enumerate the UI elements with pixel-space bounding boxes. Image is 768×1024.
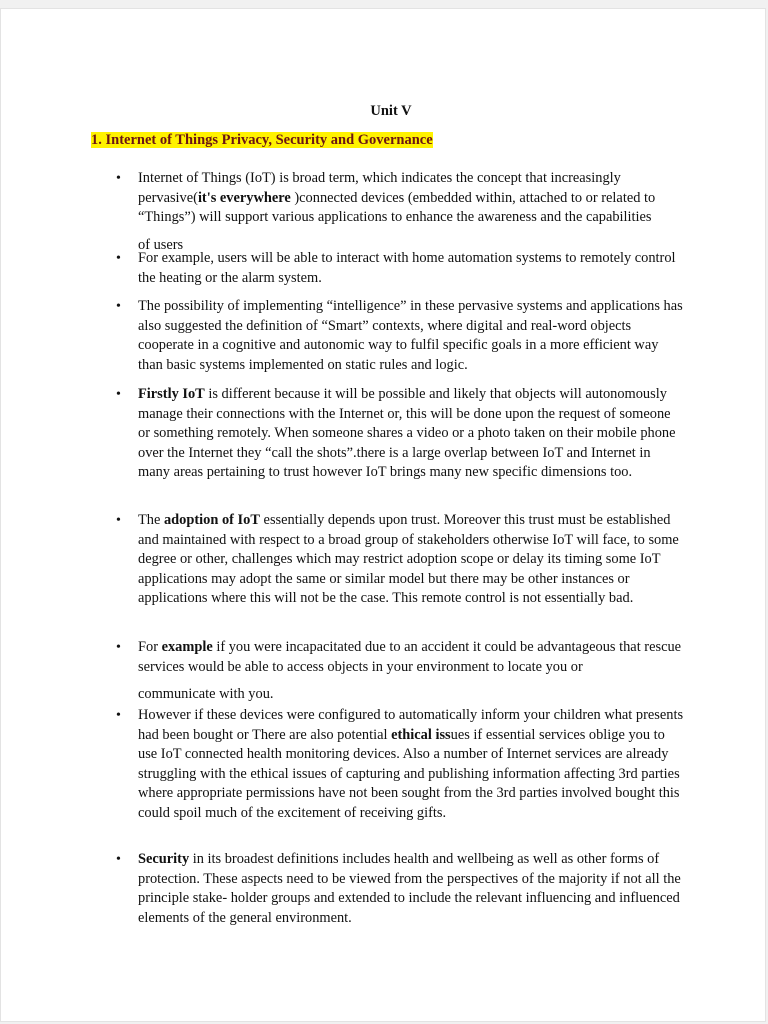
bullet-paragraph: • The possibility of implementing “intelligence” in these pervasive systems and applications has also suggested the definition of “Smart” contexts, where digital and real-word objects cooperate in a cognitive and autonomic way to fulfil specific goals in a more efficient way than basic systems implemented on static rules and logic. <box>138 298 683 373</box>
emphasis: it's everywhere <box>197 189 295 206</box>
bullet-home-automation <box>138 249 686 288</box>
emphasis: example <box>161 639 213 655</box>
bullet-continuation: communicate with you. <box>138 686 274 703</box>
bullet-security <box>138 850 686 928</box>
bullet-continuation: of users <box>138 236 184 253</box>
bullet-paragraph: • The adoption of IoT essentially depends upon trust. Moreover this trust must be established and maintained with respect to a broad group of stakeholders otherwise IoT will face, to some degree or other, challenges which may restrict adoption scope or delay its timing some IoT applications may adopt the same or similar model but there may be other instances or applications where this will not be the case. This remote control is not essentially bad. <box>138 512 679 607</box>
emphasis: Firstly IoT <box>138 386 205 402</box>
bullet-paragraph: • However if these devices were configured to automatically inform your children what presents had been bought or There are also potential ethical issues if essential services oblige you to use IoT connected health monitoring devices. Also a number of Internet services are already struggling with the ethical issues of capturing and publishing information affecting 3rd parties where appropriate permissions have not been sought from the 3rd parties involved bought this could spoil much of the excitement of receiving gifts. <box>138 707 684 821</box>
bullet-ethical-issues <box>138 706 686 824</box>
bullet-iot-definition <box>138 169 686 255</box>
bullet-paragraph: • For example, users will be able to interact with home automation systems to remotely control the heating or the alarm system. <box>138 250 676 286</box>
document-page <box>0 8 766 1022</box>
bullet-example <box>138 638 686 705</box>
emphasis: adoption of IoT <box>163 512 260 528</box>
bullet-adoption-of-iot <box>138 511 686 609</box>
unit-title: Unit V <box>370 103 412 119</box>
bullet-paragraph: • For example if you were incapacitated due to an accident it could be advantageous that rescue services would be able to access objects in your environment to locate you or <box>138 639 682 675</box>
bullet-paragraph: • Firstly IoT is different because it will be possible and likely that objects will autonomously manage their connections with the Internet or, this will be done upon the request of someone or something remotely. When someone shares a video or a photo taken on their mobile phone over the Internet they “call the shots”.there is a large overlap between IoT and Internet in many areas pertaining to trust however IoT brings many new specific dimensions too. <box>138 386 676 481</box>
bullet-intelligence <box>138 297 686 375</box>
bullet-paragraph: • Internet of Things (IoT) is broad term, which indicates the concept that increasingly pervasive(it's everywhere )connected devices (embedded within, attached to or related to “Things”) will support various applications to enhance the awareness and the capabilities <box>138 170 656 226</box>
section-heading-text: 1. Internet of Things Privacy, Security and Governance <box>91 132 433 148</box>
section-heading <box>91 131 433 150</box>
bullet-firstly-iot <box>138 385 686 483</box>
bullet-paragraph: • Security in its broadest definitions includes health and wellbeing as well as other forms of protection. These aspects need to be viewed from the perspectives of the majority if not all the principle stake- holder groups and extended to include the relevant influencing and influenced elements of the general environment. <box>138 851 681 926</box>
emphasis: Security <box>138 851 190 867</box>
emphasis: ethical iss <box>391 726 451 743</box>
